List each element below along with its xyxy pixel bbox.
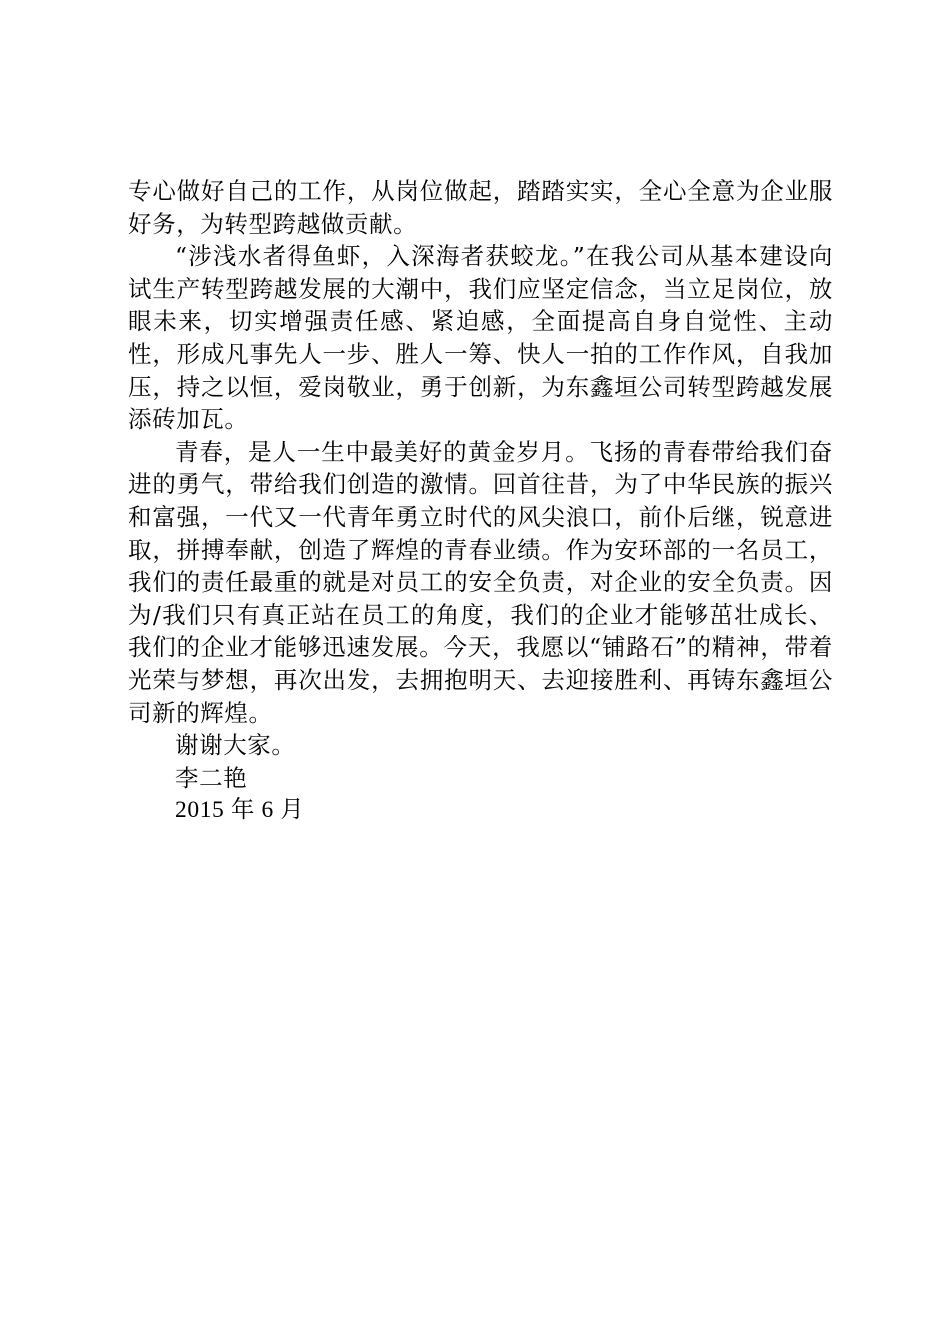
paragraph-continuation: 专心做好自己的工作，从岗位做起，踏踏实实，全心全意为企业服好务，为转型跨越做贡献。 [128, 177, 833, 238]
closing-thanks: 谢谢大家。 [175, 731, 296, 760]
paragraph-youth: 青春，是人一生中最美好的黄金岁月。飞扬的青春带给我们奋进的勇气，带给我们创造的激情。回首往昔，为了中华民族的振兴和富强，一代又一代青年勇立时代的风尖浪口，前仆后继，锐意进取，拼搏奉献，创造了辉煌的青春业绩。作为安环部的一名员工，我们的责任最重的就是对员工的安全负责，对企业的安全负责。因为/我们只有真正站在员工的角度，我们的企业才能够茁壮成长、我们的企业才能够迅速发展。今天，我愿以“铺路石”的精神，带着光荣与梦想，再次出发，去拥抱明天、去迎接胜利、再铸东鑫垣公司新的辉煌。 [128, 437, 833, 727]
paragraph-quote: “涉浅水者得鱼虾，入深海者获蛟龙。”在我公司从基本建设向试生产转型跨越发展的大潮中，我们应坚定信念，当立足岗位，放眼未来，切实增强责任感、紧迫感，全面提高自身自觉性、主动性，形成凡事先人一步、胜人一筹、快人一拍的工作作风，自我加压，持之以恒，爱岗敬业，勇于创新，为东鑫垣公司转型跨越发展添砖加瓦。 [128, 242, 833, 434]
signature-date: 2015 年 6 月 [175, 797, 305, 824]
signature-name: 李二艳 [175, 763, 248, 792]
document-body [128, 175, 833, 827]
